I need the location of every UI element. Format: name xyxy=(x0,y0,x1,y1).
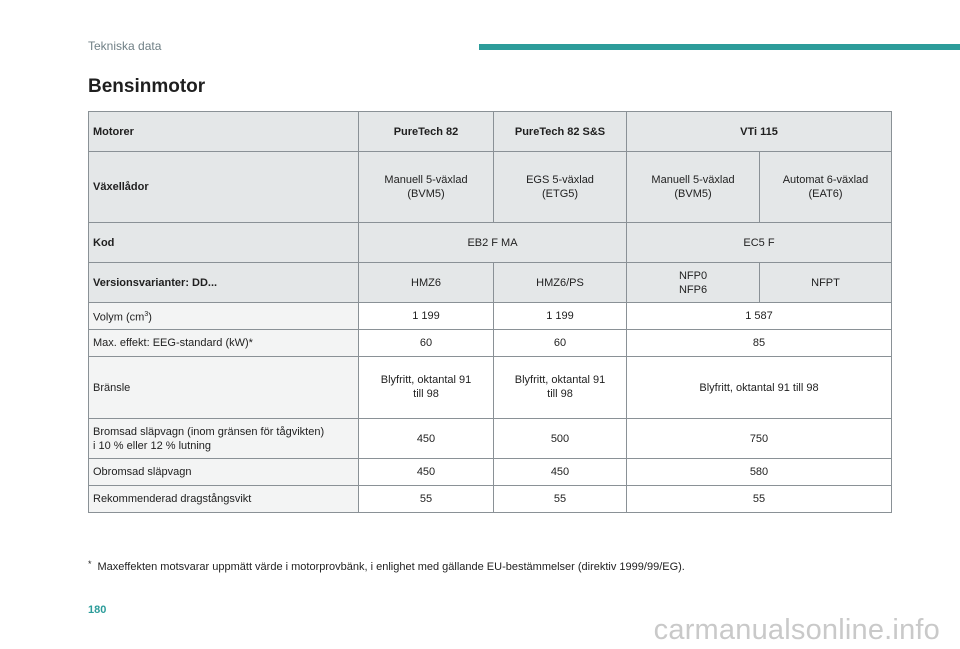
cell: 55 xyxy=(494,486,627,513)
row-label: Rekommenderad dragstångsvikt xyxy=(89,486,359,513)
cell: NFP0 NFP6 xyxy=(627,263,760,303)
cell: 450 xyxy=(359,419,494,459)
cell: HMZ6 xyxy=(359,263,494,303)
cell: 450 xyxy=(494,459,627,486)
row-dragstang xyxy=(89,486,892,513)
row-label: Bränsle xyxy=(89,357,359,419)
cell: Manuell 5-växlad (BVM5) xyxy=(359,152,494,223)
cell: NFPT xyxy=(760,263,892,303)
footnote-text: Maxeffekten motsvarar uppmätt värde i motorprovbänk, i enlighet med gällande EU-bestämmelser (direktiv 1999/99/EG). xyxy=(97,561,685,573)
cell: EGS 5-växlad (ETG5) xyxy=(494,152,627,223)
row-kod xyxy=(89,223,892,263)
row-label: Obromsad släpvagn xyxy=(89,459,359,486)
watermark: carmanualsonline.info xyxy=(653,614,940,646)
row-label: Motorer xyxy=(89,112,359,152)
cell: HMZ6/PS xyxy=(494,263,627,303)
row-label: Versionsvarianter: DD... xyxy=(89,263,359,303)
row-motorer xyxy=(89,112,892,152)
cell: EB2 F MA xyxy=(359,223,627,263)
row-vaxellador xyxy=(89,152,892,223)
cell: 1 587 xyxy=(627,303,892,330)
footnote xyxy=(88,559,685,573)
row-volym xyxy=(89,303,892,330)
cell: 450 xyxy=(359,459,494,486)
row-obromsad xyxy=(89,459,892,486)
header-accent-bar xyxy=(479,44,960,50)
cell: 1 199 xyxy=(359,303,494,330)
cell: 1 199 xyxy=(494,303,627,330)
cell: 55 xyxy=(627,486,892,513)
cell: PureTech 82 S&S xyxy=(494,112,627,152)
cell: Automat 6-växlad (EAT6) xyxy=(760,152,892,223)
cell: Blyfritt, oktantal 91 till 98 xyxy=(494,357,627,419)
engine-spec-table xyxy=(88,111,892,513)
cell: 500 xyxy=(494,419,627,459)
row-label: Kod xyxy=(89,223,359,263)
row-bransle xyxy=(89,357,892,419)
row-bromsad xyxy=(89,419,892,459)
row-label: Växellådor xyxy=(89,152,359,223)
row-label: Volym $(cm^3)$ xyxy=(89,303,359,330)
cell: 60 xyxy=(494,330,627,357)
cell: 750 xyxy=(627,419,892,459)
cell: Manuell 5-växlad (BVM5) xyxy=(627,152,760,223)
cell: 580 xyxy=(627,459,892,486)
row-versioner xyxy=(89,263,892,303)
cell: 55 xyxy=(359,486,494,513)
cell: PureTech 82 xyxy=(359,112,494,152)
page-title: Bensinmotor xyxy=(88,76,206,97)
section-label: Tekniska data xyxy=(88,39,162,53)
row-effekt xyxy=(89,330,892,357)
cell: 60 xyxy=(359,330,494,357)
row-label: Bromsad släpvagn (inom gränsen för tågvikten) i 10 % eller 12 % lutning xyxy=(89,419,359,459)
cell: 85 xyxy=(627,330,892,357)
row-label: Max. effekt: EEG-standard (kW)* xyxy=(89,330,359,357)
cell: EC5 F xyxy=(627,223,892,263)
cell: Blyfritt, oktantal 91 till 98 xyxy=(627,357,892,419)
footnote-marker: * xyxy=(88,559,92,569)
page-number: 180 xyxy=(88,604,107,616)
cell: VTi 115 xyxy=(627,112,892,152)
cell: Blyfritt, oktantal 91 till 98 xyxy=(359,357,494,419)
